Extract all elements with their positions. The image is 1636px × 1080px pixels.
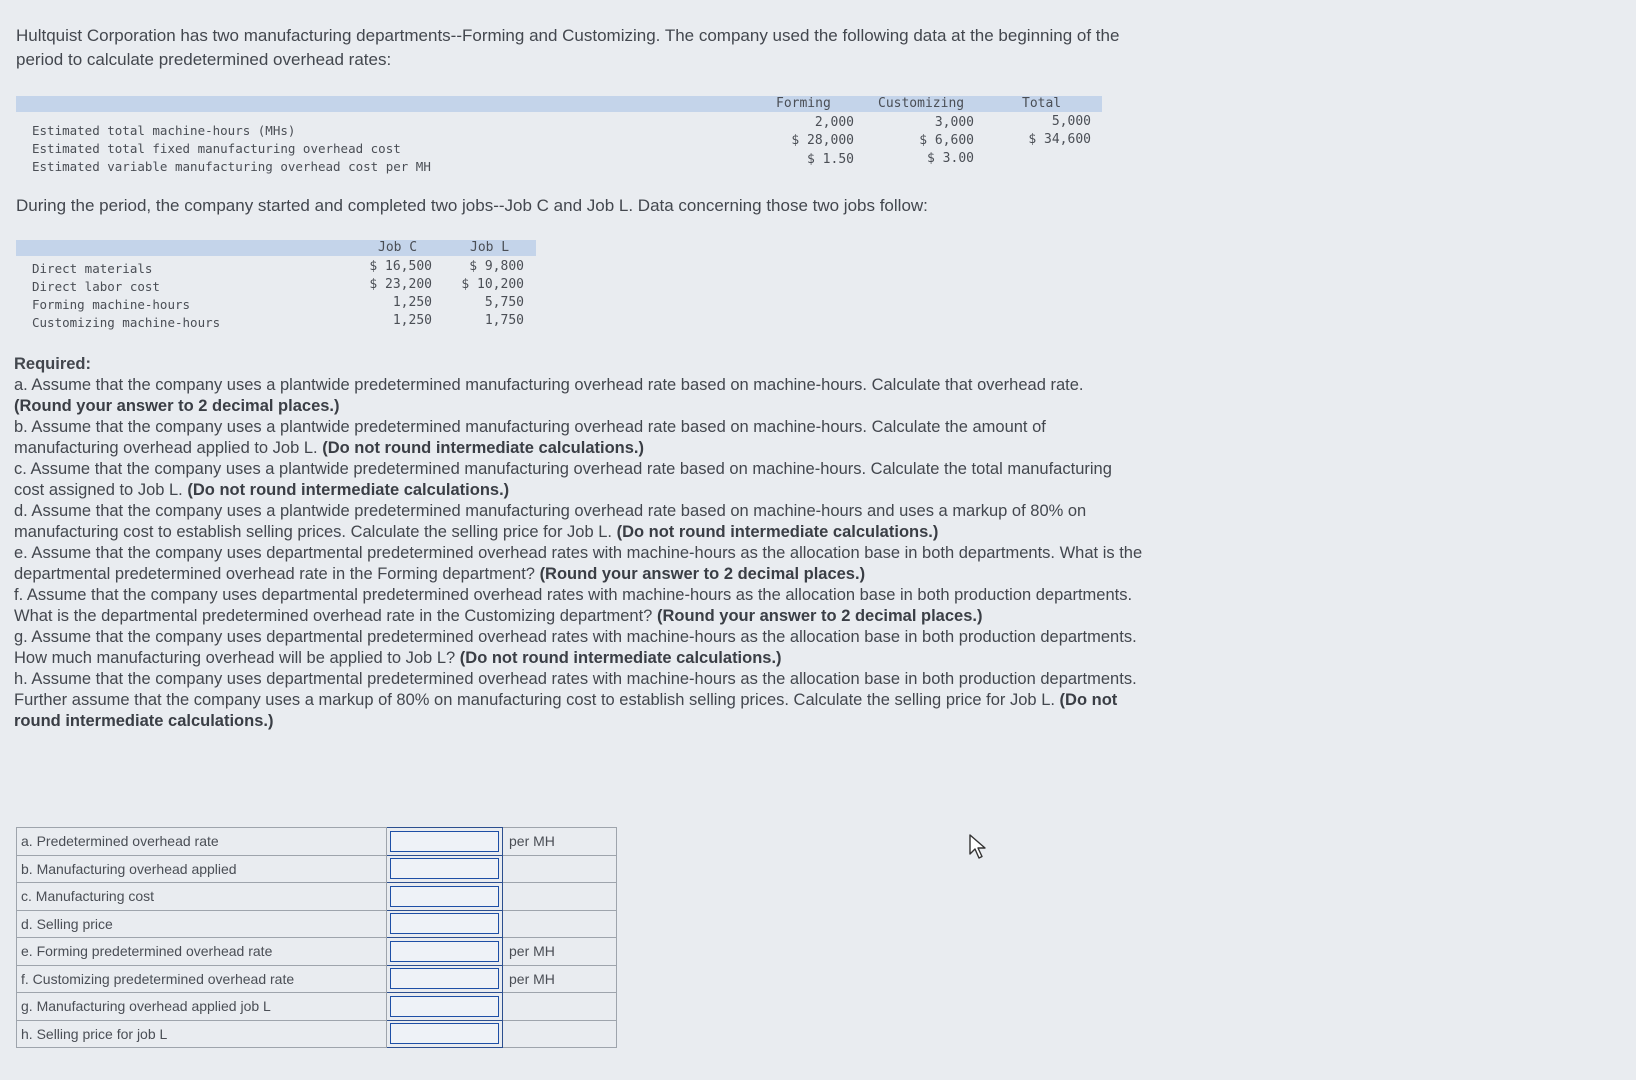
answer-row-a <box>17 828 617 856</box>
required-item-e <box>14 543 1144 585</box>
required-note: (Round your answer to 2 decimal places.) <box>656 607 983 625</box>
answer-unit <box>503 883 617 911</box>
jobs-cell: 1,750 <box>484 313 524 328</box>
required-text: e. Assume that the company uses departmental predetermined overhead rates with machine-hours as the allocation base in both departments. What is the departmental predetermined overhead rate in the Forming department? <box>14 544 1143 583</box>
jobs-cell: $ 16,500 <box>369 259 432 274</box>
required-text: h. Assume that the company uses departmental predetermined overhead rates with machine-hours as the allocation base in both production departments. Further assume that the company uses a markup of 80% on manufacturing cost to establish selling prices. Calculate the selling price for Job L. <box>14 670 1137 709</box>
overhead-col-total: Total <box>1022 96 1062 111</box>
jobs-cell: 5,750 <box>484 295 524 310</box>
overhead-cell: $ 34,600 <box>1028 132 1091 147</box>
required-note: (Do not round intermediate calculations.) <box>322 439 644 457</box>
answer-input-cell <box>387 965 503 993</box>
required-text: a. Assume that the company uses a plantwide predetermined manufacturing overhead rate based on machine-hours. Calculate that overhead rate. <box>14 376 1084 394</box>
answer-input-b[interactable] <box>390 858 499 879</box>
answer-label: b. Manufacturing overhead applied <box>17 855 387 883</box>
answer-input-cell <box>387 828 503 856</box>
required-note: (Round your answer to 2 decimal places.) <box>539 565 866 583</box>
overhead-row-label: Estimated total machine-hours (MHs) <box>32 123 296 138</box>
jobs-cell: $ 9,800 <box>469 259 524 274</box>
answer-input-cell <box>387 910 503 938</box>
jobs-table-header-bar <box>16 240 536 256</box>
answer-row-c <box>17 883 617 911</box>
jobs-intro-text: During the period, the company started and completed two jobs--Job C and Job L. Data concerning those two jobs follow: <box>16 196 928 215</box>
required-note: (Do not round intermediate calculations.) <box>459 649 782 667</box>
overhead-row-label: Estimated variable manufacturing overhead cost per MH <box>32 159 431 174</box>
answer-label: f. Customizing predetermined overhead rate <box>17 965 387 993</box>
jobs-row-label: Direct labor cost <box>32 279 160 294</box>
required-note: (Do not round intermediate calculations.) <box>187 481 510 499</box>
answer-label: a. Predetermined overhead rate <box>17 828 387 856</box>
answer-input-h[interactable] <box>390 1023 499 1044</box>
overhead-cell: $ 3.00 <box>927 151 974 166</box>
required-item-b <box>14 417 1144 459</box>
jobs-row-label: Direct materials <box>32 261 153 276</box>
overhead-cell: $ 28,000 <box>791 133 854 148</box>
answer-row-b <box>17 855 617 883</box>
jobs-row-label: Forming machine-hours <box>32 297 191 312</box>
jobs-cell: 1,250 <box>392 295 432 310</box>
overhead-cell: 3,000 <box>934 115 974 130</box>
required-item-f <box>14 585 1144 627</box>
answer-row-e <box>17 938 617 966</box>
answer-input-f[interactable] <box>390 968 499 989</box>
jobs-cell: 1,250 <box>392 313 432 328</box>
required-item-a <box>14 375 1144 417</box>
answer-label: e. Forming predetermined overhead rate <box>17 938 387 966</box>
overhead-cell: 5,000 <box>1051 114 1091 129</box>
answer-unit: per MH <box>503 938 617 966</box>
answer-input-g[interactable] <box>390 996 499 1017</box>
required-text: d. Assume that the company uses a plantwide predetermined manufacturing overhead rate based on machine-hours and uses a markup of 80% on manufacturing cost to establish selling prices. Calculate the selling price for Job L. <box>14 502 1087 541</box>
answer-unit <box>503 993 617 1021</box>
answer-input-cell <box>387 855 503 883</box>
jobs-row-label: Customizing machine-hours <box>32 315 221 330</box>
intro-text: Hultquist Corporation has two manufacturing departments--Forming and Customizing. The company used the following data at the beginning of the period to calculate predetermined overhead rates: <box>16 26 1120 69</box>
jobs-cell: $ 23,200 <box>369 277 432 292</box>
answer-row-d <box>17 910 617 938</box>
answer-row-h <box>17 1020 617 1048</box>
required-note: (Do not round intermediate calculations.) <box>616 523 939 541</box>
answer-input-c[interactable] <box>390 886 499 907</box>
required-item-d <box>14 501 1144 543</box>
answer-unit: per MH <box>503 965 617 993</box>
required-item-h <box>14 669 1144 732</box>
required-title: Required: <box>14 355 92 373</box>
mouse-pointer-icon <box>968 834 990 860</box>
jobs-cell: $ 10,200 <box>461 277 524 292</box>
overhead-col-customizing: Customizing <box>878 96 965 111</box>
answer-input-cell <box>387 1020 503 1048</box>
answer-input-cell <box>387 883 503 911</box>
jobs-col-job-l: Job L <box>470 240 510 255</box>
answer-input-d[interactable] <box>390 913 499 934</box>
jobs-col-job-c: Job C <box>378 240 418 255</box>
required-text: c. Assume that the company uses a plantwide predetermined manufacturing overhead rate based on machine-hours. Calculate the total manufacturing cost assigned to Job L. <box>14 460 1112 499</box>
answer-input-cell <box>387 938 503 966</box>
required-section <box>14 354 1144 732</box>
answer-row-f <box>17 965 617 993</box>
required-item-g <box>14 627 1144 669</box>
answer-unit <box>503 910 617 938</box>
required-text: f. Assume that the company uses departmental predetermined overhead rates with machine-hours as the allocation base in both production departments. What is the departmental predetermined overhead rate in the Customizing department? <box>14 586 1133 625</box>
answer-input-cell <box>387 993 503 1021</box>
overhead-row-label: Estimated total fixed manufacturing overhead cost <box>32 141 401 156</box>
answer-input-e[interactable] <box>390 941 499 962</box>
overhead-cell: 2,000 <box>814 115 854 130</box>
answer-table <box>16 827 617 1048</box>
answer-unit <box>503 855 617 883</box>
answer-row-g <box>17 993 617 1021</box>
overhead-cell: $ 1.50 <box>807 152 854 167</box>
overhead-cell: $ 6,600 <box>919 133 974 148</box>
required-text: b. Assume that the company uses a plantwide predetermined manufacturing overhead rate based on machine-hours. Calculate the amount of manufacturing overhead applied to Job L. <box>14 418 1046 457</box>
answer-unit: per MH <box>503 828 617 856</box>
required-text: g. Assume that the company uses departmental predetermined overhead rates with machine-hours as the allocation base in both production departments. How much manufacturing overhead will be applied to Job L? <box>14 628 1137 667</box>
answer-label: d. Selling price <box>17 910 387 938</box>
answer-label: c. Manufacturing cost <box>17 883 387 911</box>
answer-unit <box>503 1020 617 1048</box>
answer-label: g. Manufacturing overhead applied job L <box>17 993 387 1021</box>
answer-input-a[interactable] <box>390 831 499 852</box>
overhead-col-forming: Forming <box>776 96 831 111</box>
required-item-c <box>14 459 1144 501</box>
required-note: (Round your answer to 2 decimal places.) <box>14 397 340 415</box>
required-note: (Do not round intermediate calculations.) <box>14 691 1118 730</box>
answer-label: h. Selling price for job L <box>17 1020 387 1048</box>
